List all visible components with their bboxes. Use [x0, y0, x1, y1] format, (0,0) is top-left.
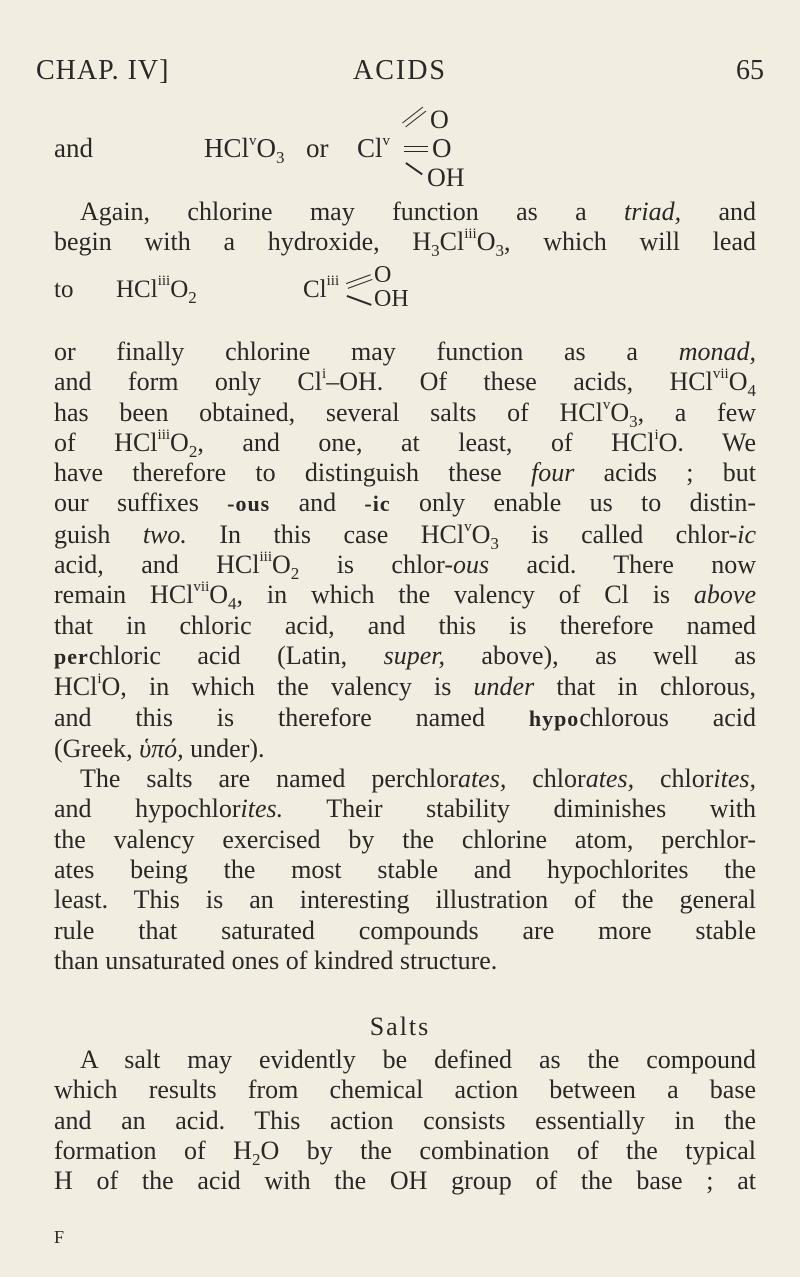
- text-line: least. This is an interesting illustration of the general: [54, 885, 756, 915]
- double-bond-upper: [402, 107, 426, 128]
- hydroxyl-group: OH: [374, 286, 409, 312]
- hydroxyl-group: OH: [427, 163, 465, 192]
- text-line: A salt may evidently be defined as the compound: [80, 1045, 756, 1074]
- text-line: than unsaturated ones of kindred structure.: [54, 945, 498, 975]
- double-bond-middle: [404, 146, 428, 152]
- text-line: formation of $H_2O$ by the combination of the typical: [54, 1135, 757, 1169]
- text-line: the valency exercised by the chlorine atom, perchlor-: [54, 824, 756, 854]
- single-bond-lower: [406, 162, 423, 175]
- oxygen-top: O: [430, 105, 449, 134]
- chlorine-atom: Cl$^{iii}$: [303, 273, 340, 303]
- text-line: HCl$^i$O, in which the valency is under that in chlorous,: [54, 671, 756, 702]
- signature-mark: F: [54, 1227, 65, 1247]
- text-line: or finally chlorine may function as a monad,: [54, 337, 757, 366]
- single-bond: [347, 295, 372, 305]
- text-line: which results from chemical action between a base: [54, 1075, 756, 1105]
- text-line: remain $HCl^{vii}O_4$, in which the valency of Cl is above: [54, 579, 757, 614]
- text-line: that in chloric acid, and this is therefore named: [54, 610, 756, 640]
- text-line: and an acid. This action consists essentially in the: [54, 1105, 756, 1135]
- chlorine-atom: Cl$^v$: [357, 133, 391, 163]
- paragraph-chlorine-acids: [54, 337, 756, 976]
- text-line: have therefore to distinguish these four acids ; but: [54, 458, 757, 488]
- text-line: begin with a hydroxide, $H_3Cl^{iii}O_3$, which will lead: [54, 226, 756, 261]
- text-line: guish two. In this case $HCl^vO_3$ is called chlor-ic: [54, 518, 756, 553]
- double-bond: [346, 274, 372, 289]
- text-line: acid, and $HCl^{iii}O_2$ is chlor-ous acid. There now: [54, 549, 757, 584]
- formula-lead-and: and: [54, 133, 93, 163]
- text-line: of $HCl^{iii}O_2$, and one, at least, of HCl$^i$O. We: [54, 426, 756, 461]
- text-line: H of the acid with the OH group of the base ; at: [54, 1166, 756, 1196]
- text-line: rule that saturated compounds are more stable: [54, 915, 756, 945]
- formula-chlorous-acid-linear: $HCl^{iii}O_2$: [116, 273, 197, 307]
- chapter-label: CHAP. IV]: [36, 55, 170, 86]
- text-line: perchloric acid (Latin, super, above), as well as: [54, 640, 757, 670]
- page-title: ACIDS: [352, 55, 447, 86]
- paragraph-salts: [54, 1045, 756, 1196]
- oxygen-top: O: [374, 262, 392, 288]
- text-line: our suffixes -ous and -ic only enable us to distin-: [54, 488, 757, 518]
- paragraph-triad: [54, 197, 757, 261]
- text-line: ates being the most stable and hypochlorites the: [54, 855, 756, 885]
- formula-lead-to: to: [54, 276, 74, 303]
- text-line: and form only Cl$^i$–OH. Of these acids, $HCl^{vii}O_4$: [54, 366, 756, 401]
- running-header: [36, 55, 764, 89]
- formula-chloric-acid-linear: $HCl^vO_3$: [204, 133, 285, 167]
- section-heading-salts: Salts: [369, 1012, 431, 1041]
- text-line: (Greek, ὑπό, under).: [54, 733, 265, 763]
- text-line: The salts are named perchlorates, chlorates, chlorites,: [80, 764, 757, 794]
- text-line: and this is therefore named hypochlorous acid: [54, 702, 757, 732]
- text-line: Again, chlorine may function as a triad, and: [80, 197, 757, 226]
- oxygen-middle: O: [432, 133, 452, 163]
- text-line: has been obtained, several salts of $HCl^vO_3$, a few: [54, 396, 757, 431]
- text-line: and hypochlorites. Their stability diminishes with: [54, 794, 756, 824]
- formula-or: or: [306, 133, 329, 163]
- page-number: 65: [736, 55, 764, 86]
